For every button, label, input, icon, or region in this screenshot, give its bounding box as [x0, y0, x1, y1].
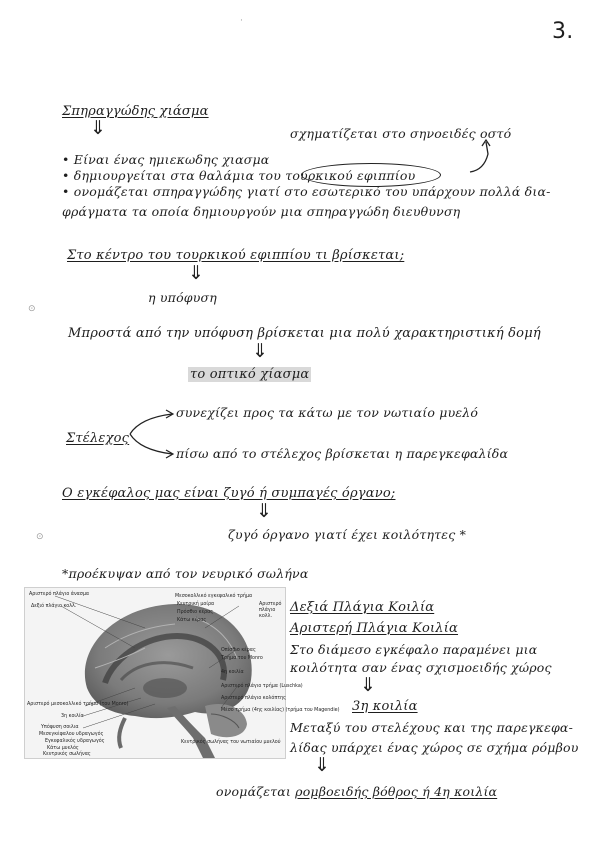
- down-arrow-icon: ⇓: [90, 117, 106, 139]
- brain-label: Υπόφυση σοιλια: [41, 725, 79, 730]
- side-note: σχηματίζεται στο σηνοειδές οστό: [290, 126, 512, 141]
- branch-2: πίσω από το στέλεχος βρίσκεται η παρεγκεφαλίδα: [176, 446, 509, 461]
- bullet-3-continued: φράγματα τα οποία δημιουργούν μια σπηραγγώδη διευθυνση: [62, 204, 461, 219]
- section-title-cavernous-sinus: Σπηραγγώδης χιάσμα: [62, 104, 209, 119]
- down-arrow-icon: ⇓: [252, 340, 268, 362]
- right-lateral-ventricle: Δεξιά Πλάγια Κοιλία: [290, 600, 435, 615]
- brain-label: Τρήμα του Monro: [221, 656, 263, 661]
- fourth-ventricle: ρομβοειδής βόθρος ή 4η κοιλία: [295, 784, 498, 799]
- brain-label: Δεξιό πλάγιο κολλ.: [31, 604, 77, 609]
- down-arrow-icon: ⇓: [256, 500, 272, 522]
- brain-label: Αριστερό: [259, 602, 282, 607]
- desc-diencephalon-2: κοιλότητα σαν ένας σχισμοειδής χώρος: [290, 660, 552, 675]
- brain-label: Κεντρική μοίρα: [177, 602, 215, 607]
- statement-front-of-pituitary: Μπροστά από την υπόφυση βρίσκεται μια πολύ χαρακτηριστική δομή: [68, 326, 541, 341]
- curved-arrow-icon: [452, 136, 522, 180]
- final-naming: [216, 784, 497, 799]
- scan-speck: ⊙: [36, 532, 44, 542]
- desc-rhomboid-2: λίδας υπάρχει ένας χώρος σε σχήμα ρόμβου: [290, 740, 579, 755]
- brain-label: πλάγιο: [259, 608, 276, 613]
- branch-arrows-icon: [128, 408, 176, 458]
- brain-label: Κάτω μυελός: [47, 746, 79, 751]
- brain-label: Αριστερό πλάγιο τρήμα (Luschka): [221, 684, 303, 689]
- brain-label: Οπίσθιο κέρας: [221, 648, 256, 653]
- left-lateral-ventricle: Αριστερή Πλάγια Κοιλία: [290, 621, 459, 636]
- bullet-1: • Είναι ένας ημιεκωδης χιασμα: [62, 152, 270, 167]
- brain-label: Αριστερό πλάγιο κολόπτης: [221, 696, 286, 701]
- question-brain-organ: Ο εγκέφαλος μας είναι ζυγό ή συμπαγές όργανο;: [62, 486, 396, 501]
- down-arrow-icon: ⇓: [188, 262, 204, 284]
- brain-label: Μεσοκολλικό εγκεφαλικό τρήμα: [175, 594, 253, 599]
- brain-label: Αριστερό μεσοκολλικό τρήμα (του Monro): [27, 702, 129, 707]
- footnote-neural-tube: *προέκυψαν από τον νευρικό σωλήνα: [62, 566, 309, 581]
- brain-label: Κεντρικός σωλήνας: [43, 752, 91, 757]
- final-prefix: ονομάζεται: [216, 784, 296, 799]
- brain-label: Κάτω κέρας: [177, 618, 207, 623]
- brain-label: Πρόσθιο κέρας: [177, 610, 214, 615]
- brain-label: κολλ.: [259, 614, 272, 619]
- brain-label: Εγκεφαλικός υδραγωγός: [45, 739, 105, 744]
- brain-label: Μεσεγκέφαλου υδραγωγός: [39, 732, 104, 737]
- scan-speck: ⊙: [28, 304, 36, 314]
- third-ventricle: 3η κοιλία: [352, 699, 418, 714]
- scan-speck: ·: [240, 16, 243, 26]
- answer-pituitary: η υπόφυση: [148, 290, 217, 305]
- desc-rhomboid-1: Μεταξύ του στελέχους και της παρεγκεφα-: [290, 720, 573, 735]
- down-arrow-icon: ⇓: [360, 674, 376, 696]
- bullet-3: • ονομάζεται σπηραγγώδης γιατί στο εσωτερικό του υπάρχουν πολλά δια-: [62, 184, 551, 199]
- brain-label: Κεντρικός σωλήνας του νωτιαίου μυελού: [181, 740, 281, 745]
- branch-1: συνεχίζει προς τα κάτω με τον νωτιαίο μυελό: [176, 405, 479, 420]
- answer-hollow-organ: ζυγό όργανο γιατί έχει κοιλότητες *: [228, 527, 467, 542]
- brainstem-label: Στέλεχος: [66, 431, 130, 446]
- bullet-2: • δημιουργείται στα θαλάμια του τουρκικού εφιππίου: [62, 168, 416, 183]
- desc-diencephalon-1: Στο διάμεσο εγκέφαλο παραμένει μια: [290, 642, 538, 657]
- down-arrow-icon: ⇓: [314, 754, 330, 776]
- brain-label: 3η κοιλία: [61, 714, 84, 719]
- brain-label: 4η κοιλία: [221, 670, 244, 675]
- optic-chiasm: το οπτικό χίασμα: [190, 367, 310, 382]
- brain-label: Μέσο τρήμα (4ης κοιλίας) (τρήμα του Magendie): [221, 708, 340, 713]
- page-number: 3.: [552, 19, 574, 44]
- question-sella-center: Στο κέντρο του τουρκικού εφιππίου τι βρίσκεται;: [67, 248, 405, 263]
- brain-label: Αριστερό πλάγιο άνασμα: [29, 592, 90, 597]
- brain-figure: [24, 587, 340, 759]
